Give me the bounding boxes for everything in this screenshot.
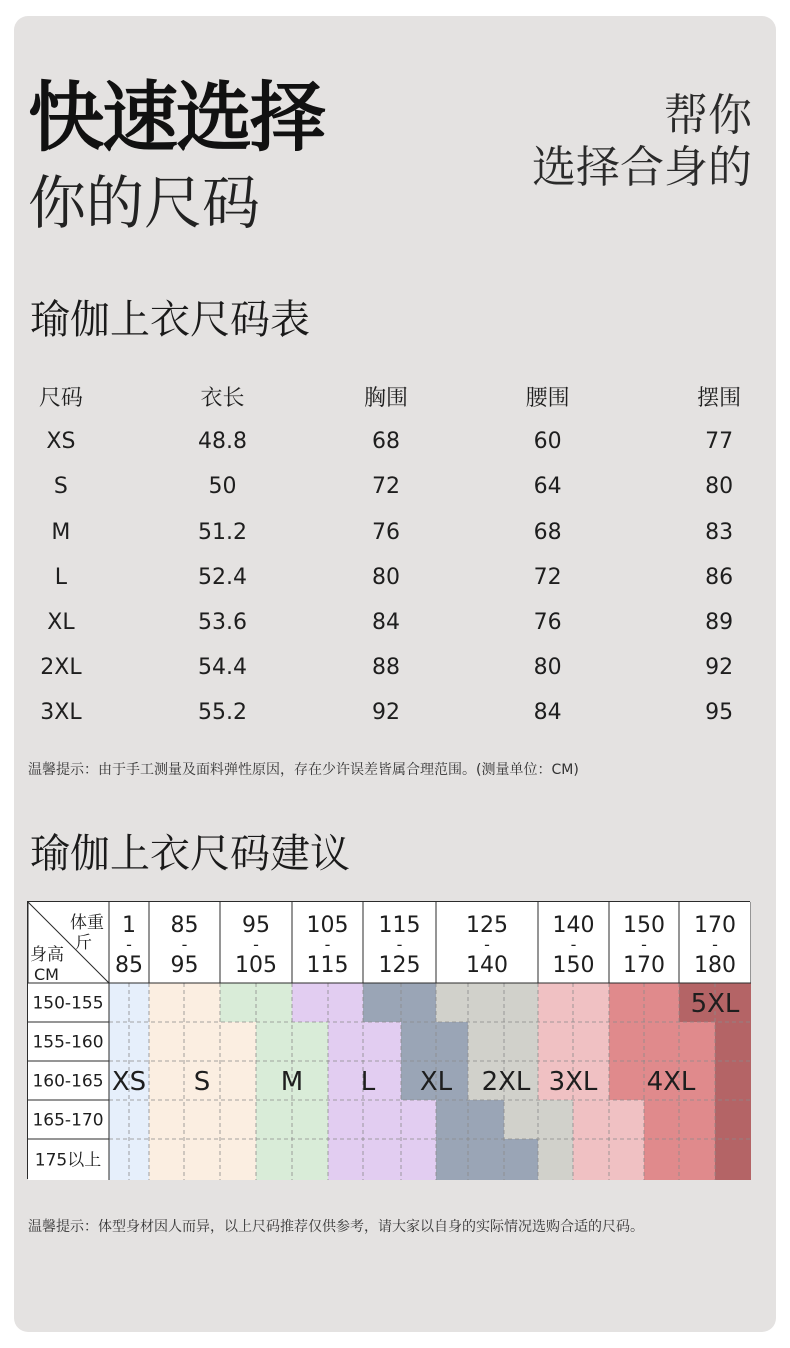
- size-zone-s: [149, 1022, 220, 1061]
- corner-weight-label: 体重: [70, 913, 104, 933]
- size-zone-l: [328, 1139, 436, 1180]
- size-zone-4xl: [644, 1100, 715, 1139]
- size-zone-s: [149, 983, 220, 1022]
- table-row: [30, 690, 760, 735]
- recommendation-grid-svg: [28, 902, 751, 1180]
- cell-size: M: [51, 519, 71, 545]
- header-size: 尺码: [38, 386, 83, 412]
- size-label-4xl: 4XL: [646, 1067, 696, 1097]
- weight-range-bottom: 140: [466, 953, 508, 978]
- weight-range-top: 115: [378, 913, 421, 938]
- table-row: [30, 555, 760, 600]
- weight-range-top: 1: [122, 913, 136, 938]
- size-zone-s: [220, 1022, 256, 1061]
- hero-title: 快速选择: [28, 73, 324, 162]
- size-label-l: L: [360, 1067, 376, 1097]
- cell-hem: 80: [705, 474, 734, 500]
- table-row: [30, 419, 760, 464]
- size-zone-s: [220, 1139, 256, 1180]
- weight-range-top: 170: [694, 913, 736, 938]
- size-label-m: M: [280, 1067, 304, 1097]
- size-zone-s: [220, 1100, 256, 1139]
- cell-waist: 68: [533, 519, 562, 545]
- weight-range-bottom: 125: [378, 953, 421, 978]
- cell-length: 48.8: [197, 429, 247, 455]
- size-zone-3xl: [573, 1139, 644, 1180]
- cell-length: 55.2: [197, 700, 247, 726]
- weight-range-top: 140: [552, 913, 595, 938]
- header-waist: 腰围: [525, 386, 570, 412]
- cell-length: 54.4: [197, 655, 247, 681]
- size-zone-5xl: [715, 1100, 751, 1139]
- height-range-label: 165-170: [32, 1110, 104, 1131]
- cell-waist: 84: [533, 700, 562, 726]
- height-range-label: 160-165: [32, 1071, 104, 1092]
- size-zone-3xl: [538, 1022, 609, 1061]
- weight-range-top: 125: [466, 913, 508, 938]
- size-zone-2xl: [468, 1022, 538, 1061]
- cell-length: 51.2: [197, 519, 247, 545]
- size-zone-xl: [436, 1139, 538, 1180]
- cell-size: L: [54, 564, 68, 590]
- height-range-label: 175以上: [34, 1150, 102, 1171]
- weight-range-bottom: 180: [694, 953, 736, 978]
- weight-range-sep: -: [324, 935, 331, 954]
- cell-waist: 80: [533, 655, 562, 681]
- size-zone-2xl: [436, 983, 538, 1022]
- cell-waist: 64: [533, 474, 562, 500]
- cell-chest: 92: [372, 700, 401, 726]
- table-row: [30, 600, 760, 645]
- size-label-s: S: [193, 1067, 211, 1097]
- recommendation-note: 温馨提示：体型身材因人而异，以上尺码推荐仅供参考，请大家以自身的实际情况选购合适的尺码。: [28, 1219, 644, 1235]
- weight-range-sep: -: [484, 935, 490, 954]
- size-zone-xl: [401, 1022, 468, 1061]
- cell-waist: 72: [533, 564, 562, 590]
- weight-range-bottom: 85: [115, 953, 143, 978]
- weight-range-sep: -: [712, 935, 718, 954]
- size-zone-s: [220, 1061, 256, 1100]
- cell-hem: 83: [705, 519, 734, 545]
- measurement-note: 温馨提示：由于手工测量及面料弹性原因，存在少许误差皆属合理范围。(测量单位：CM): [28, 762, 579, 778]
- cell-chest: 76: [372, 519, 401, 545]
- cell-hem: 89: [705, 610, 734, 636]
- weight-range-sep: -: [126, 935, 132, 954]
- size-zone-4xl: [644, 1139, 715, 1180]
- size-zone-xl: [436, 1100, 504, 1139]
- size-zone-3xl: [538, 983, 609, 1022]
- size-label-xs: XS: [111, 1067, 147, 1097]
- hero-subtitle: 你的尺码: [28, 169, 261, 237]
- size-label-5xl: 5XL: [690, 989, 740, 1019]
- header-length: 衣长: [200, 386, 245, 412]
- size-label-2xl: 2XL: [481, 1067, 531, 1097]
- size-label-3xl: 3XL: [548, 1067, 598, 1097]
- weight-range-sep: -: [641, 935, 647, 954]
- size-zone-l: [328, 1022, 363, 1061]
- size-table-header: [30, 374, 760, 419]
- weight-range-sep: -: [570, 935, 577, 954]
- hero-tagline-line1: 帮你: [664, 90, 752, 141]
- size-zone-m: [256, 983, 292, 1022]
- cell-waist: 76: [533, 610, 562, 636]
- size-guide-card: [14, 16, 776, 1332]
- weight-range-sep: -: [253, 935, 259, 954]
- weight-range-top: 85: [170, 913, 199, 938]
- cell-size: XL: [47, 610, 75, 636]
- cell-size: XS: [46, 429, 76, 455]
- weight-range-top: 105: [306, 913, 349, 938]
- cell-size: 2XL: [40, 655, 82, 681]
- size-zone-l: [363, 1022, 401, 1061]
- size-recommendation-grid: [27, 901, 750, 1179]
- weight-range-bottom: 95: [170, 953, 199, 978]
- table-row: [30, 510, 760, 555]
- weight-range-bottom: 170: [623, 953, 665, 978]
- table-row: [30, 645, 760, 690]
- size-zone-5xl: [715, 1061, 751, 1100]
- weight-range-top: 95: [242, 913, 270, 938]
- hero-tagline-line2: 选择合身的: [532, 142, 752, 193]
- cell-chest: 72: [372, 474, 401, 500]
- size-zone-2xl: [538, 1139, 573, 1180]
- size-zone-4xl: [609, 1022, 715, 1061]
- table-row: [30, 464, 760, 509]
- cell-hem: 86: [705, 564, 734, 590]
- cell-length: 50: [208, 474, 237, 500]
- cell-length: 53.6: [197, 610, 247, 636]
- size-zone-xl: [363, 983, 436, 1022]
- corner-height-label: 身高: [30, 945, 64, 965]
- cell-hem: 77: [705, 429, 734, 455]
- cell-chest: 88: [372, 655, 401, 681]
- size-zone-l: [292, 983, 363, 1022]
- size-zone-xs: [109, 983, 149, 1022]
- cell-hem: 95: [705, 700, 734, 726]
- height-range-label: 155-160: [32, 1032, 104, 1053]
- cell-size: S: [53, 474, 68, 500]
- corner-height-unit: CM: [34, 965, 59, 984]
- weight-range-top: 150: [623, 913, 665, 938]
- weight-range-sep: -: [181, 935, 188, 954]
- size-zone-3xl: [573, 1100, 644, 1139]
- weight-range-sep: -: [396, 935, 403, 954]
- recommendation-title: 瑜伽上衣尺码建议: [30, 831, 350, 877]
- cell-length: 52.4: [197, 564, 247, 590]
- size-zone-m: [220, 983, 256, 1022]
- weight-range-bottom: 150: [552, 953, 595, 978]
- size-table: [30, 374, 760, 736]
- size-zone-4xl: [609, 983, 679, 1022]
- size-zone-s: [149, 1100, 220, 1139]
- weight-range-bottom: 115: [306, 953, 349, 978]
- height-range-label: 150-155: [32, 993, 104, 1014]
- cell-chest: 84: [372, 610, 401, 636]
- cell-waist: 60: [533, 429, 562, 455]
- cell-size: 3XL: [40, 700, 82, 726]
- size-label-xl: XL: [419, 1067, 453, 1097]
- corner-weight-unit: 斤: [75, 933, 92, 953]
- size-zone-2xl: [504, 1100, 573, 1139]
- header-hem: 摆围: [697, 386, 742, 412]
- header-chest: 胸围: [364, 386, 409, 412]
- size-table-title: 瑜伽上衣尺码表: [30, 297, 310, 343]
- weight-range-bottom: 105: [235, 953, 277, 978]
- size-zone-5xl: [715, 1022, 751, 1061]
- cell-chest: 68: [372, 429, 401, 455]
- size-zone-l: [328, 1100, 436, 1139]
- size-zone-5xl: [715, 1139, 751, 1180]
- cell-hem: 92: [705, 655, 734, 681]
- size-zone-s: [149, 1139, 220, 1180]
- cell-chest: 80: [372, 564, 401, 590]
